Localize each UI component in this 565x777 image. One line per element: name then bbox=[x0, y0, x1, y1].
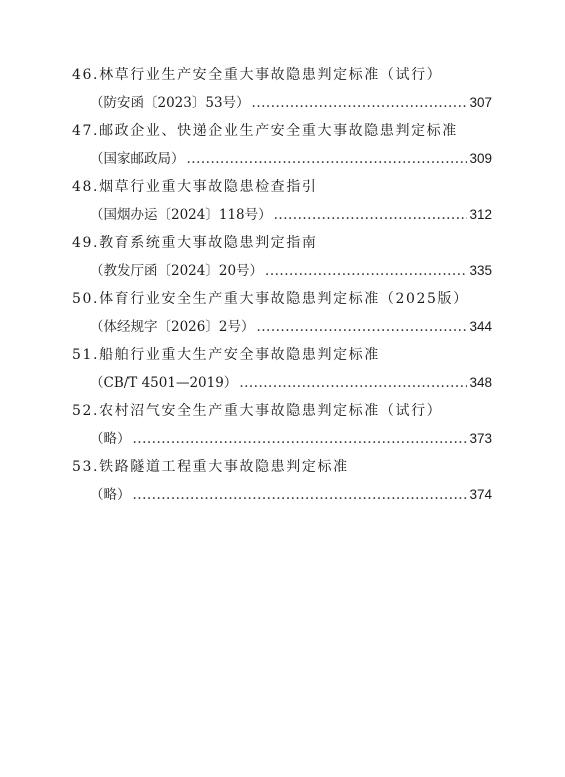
dot-leader bbox=[187, 148, 468, 170]
toc-entry-source: （教发厅函〔2024〕20号） bbox=[90, 263, 264, 279]
toc-entry-source: （体经规字〔2026〕2号） bbox=[90, 319, 255, 335]
toc-entry-53[interactable] bbox=[72, 456, 492, 512]
toc-entry-52[interactable] bbox=[72, 400, 492, 456]
toc-entry-page-number[interactable]: 335 bbox=[469, 263, 492, 278]
toc-entry-page-number[interactable]: 312 bbox=[469, 207, 492, 222]
toc-entry-page-number[interactable]: 348 bbox=[469, 375, 492, 390]
toc-entry-source-line bbox=[72, 148, 492, 176]
toc-entry-source-line bbox=[72, 372, 492, 400]
toc-entry-page-number[interactable]: 309 bbox=[469, 151, 492, 166]
toc-entry-page-number[interactable]: 374 bbox=[469, 487, 492, 502]
dot-leader bbox=[252, 92, 468, 114]
toc-entry-46[interactable] bbox=[72, 64, 492, 120]
toc-entry-title[interactable]: 50.体育行业安全生产重大事故隐患判定标准（2025版） bbox=[72, 291, 469, 307]
toc-entry-51[interactable] bbox=[72, 344, 492, 400]
toc-entry-source: （略） bbox=[90, 431, 131, 447]
toc-entry-source: （国烟办运〔2024〕118号） bbox=[90, 207, 272, 223]
toc-entry-title[interactable]: 49.教育系统重大事故隐患判定指南 bbox=[72, 235, 318, 251]
toc-entry-47[interactable] bbox=[72, 120, 492, 176]
toc-entry-title[interactable]: 48.烟草行业重大事故隐患检查指引 bbox=[72, 179, 318, 195]
toc-entry-50[interactable] bbox=[72, 288, 492, 344]
toc-entry-source: （防安函〔2023〕53号） bbox=[90, 95, 250, 111]
toc-entry-source-line bbox=[72, 428, 492, 456]
toc-entry-source-line bbox=[72, 204, 492, 232]
toc-entry-source: （略） bbox=[90, 487, 131, 503]
toc-entry-source-line bbox=[72, 484, 492, 512]
toc-entry-title[interactable]: 51.船舶行业重大生产安全事故隐患判定标准 bbox=[72, 347, 380, 363]
toc-entry-page-number[interactable]: 373 bbox=[469, 431, 492, 446]
toc-entry-title[interactable]: 47.邮政企业、快递企业生产安全重大事故隐患判定标准 bbox=[72, 123, 458, 139]
toc-entry-page-number[interactable]: 344 bbox=[469, 319, 492, 334]
toc-entry-source: （国家邮政局） bbox=[90, 151, 185, 167]
dot-leader bbox=[274, 204, 468, 226]
dot-leader bbox=[133, 428, 468, 450]
toc-entry-source: （CB/T 4501—2019） bbox=[90, 375, 238, 391]
toc-entry-source-line bbox=[72, 316, 492, 344]
toc-entry-49[interactable] bbox=[72, 232, 492, 288]
toc-entry-title[interactable]: 53.铁路隧道工程重大事故隐患判定标准 bbox=[72, 459, 349, 475]
toc-entry-page-number[interactable]: 307 bbox=[469, 95, 492, 110]
dot-leader bbox=[239, 372, 467, 394]
dot-leader bbox=[256, 316, 467, 338]
toc-entry-48[interactable] bbox=[72, 176, 492, 232]
dot-leader bbox=[133, 484, 468, 506]
dot-leader bbox=[265, 260, 467, 282]
toc-entry-source-line bbox=[72, 92, 492, 120]
table-of-contents bbox=[72, 64, 492, 512]
toc-entry-title[interactable]: 46.林草行业生产安全重大事故隐患判定标准（试行） bbox=[72, 67, 443, 83]
toc-entry-source-line bbox=[72, 260, 492, 288]
toc-entry-title[interactable]: 52.农村沼气安全生产重大事故隐患判定标准（试行） bbox=[72, 403, 443, 419]
